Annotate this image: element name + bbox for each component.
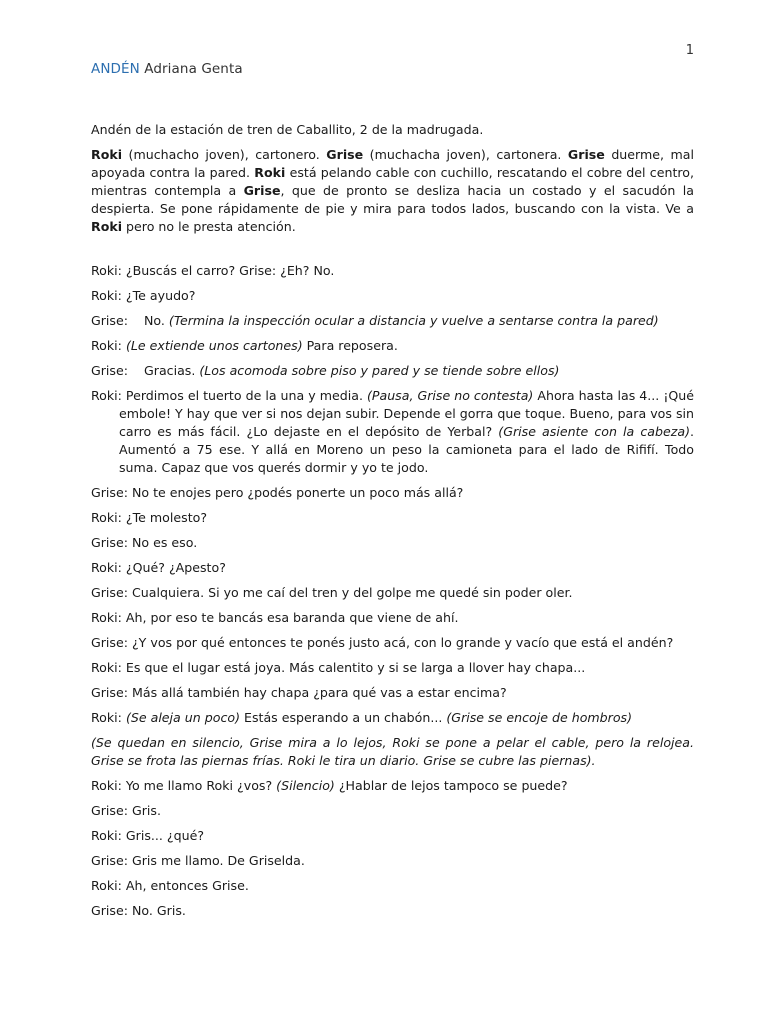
intro-text: pero no le presta atención. [122, 219, 296, 234]
intro-text: (muchacha joven), cartonera. [363, 147, 568, 162]
stage-direction: (Grise asiente con la cabeza) [498, 424, 690, 439]
stage-direction: (Pausa, Grise no contesta) [366, 388, 534, 403]
dialogue-line: Roki: ¿Te ayudo? [91, 288, 196, 303]
speaker: Grise: [91, 313, 128, 328]
character-name: Grise [326, 147, 364, 162]
dialogue-line: Roki: Ah, entonces Grise. [91, 878, 249, 893]
dialogue-line: Grise: No es eso. [91, 535, 198, 550]
stage-direction-paragraph: (Se quedan en silencio, Grise mira a lo lejos, Roki se pone a pelar el cable, pero la relojea. Grise se frota las piernas frías. Roki le tira un diario. Grise se cubre las piernas). [91, 735, 694, 768]
character-name: Roki [91, 147, 123, 162]
character-name: Grise [567, 147, 605, 162]
speaker: Roki: [91, 338, 126, 353]
dialogue-text: ¿Hablar de lejos tampoco se puede? [334, 778, 568, 793]
dialogue-text: Ahora hasta las 4... ¡Qué embole! Y hay que ver si nos dejan subir. Depende el gorra que toque. Bueno, para vos sin carro es más fácil. ¿Lo dejaste en el depósito de Yerbal? [119, 388, 695, 439]
intro-text: duerme, mal apoyada contra la pared. [91, 147, 694, 180]
setting-line: Andén de la estación de tren de Caballito, 2 de la madrugada. [91, 122, 484, 137]
dialogue-text: Para reposera. [302, 338, 398, 353]
stage-direction: (Le extiende unos cartones) [125, 338, 303, 353]
dialogue-line: Grise: No te enojes pero ¿podés ponerte un poco más allá? [91, 485, 464, 500]
dialogue-line: Grise: Más allá también hay chapa ¿para qué vas a estar encima? [91, 685, 507, 700]
stage-direction: (Silencio) [276, 778, 335, 793]
dialogue-line: Grise: ¿Y vos por qué entonces te ponés justo acá, con lo grande y vacío que está el andén? [91, 635, 674, 650]
play-title: ANDÉN [91, 61, 140, 77]
dialogue-line: Roki: ¿Buscás el carro? Grise: ¿Eh? No. [91, 263, 335, 278]
dialogue-line: Grise: Gris me llamo. De Griselda. [91, 853, 305, 868]
running-header [91, 61, 243, 77]
intro-text: (muchacho joven), cartonero. [122, 147, 327, 162]
dialogue-text: Gracias. [140, 363, 200, 378]
dialogue-line: Grise: Cualquiera. Si yo me caí del tren y del golpe me quedé sin poder oler. [91, 585, 573, 600]
dialogue-text: Roki: Perdimos el tuerto de la una y media. [91, 388, 367, 403]
character-name: Roki [254, 165, 286, 180]
intro-text: , que de pronto se desliza hacia un costado y el sacudón la despierta. Se pone rápidamente de pie y mira para todos lados, buscando con la vista. Ve a [91, 183, 694, 216]
dialogue-line: Roki: ¿Te molesto? [91, 510, 208, 525]
dialogue-text: Roki: Yo me llamo Roki ¿vos? [91, 778, 277, 793]
dialogue-line [91, 337, 694, 355]
dialogue-text: Estás esperando a un chabón... [240, 710, 447, 725]
dialogue-line: Roki: ¿Qué? ¿Apesto? [91, 560, 226, 575]
dialogue-line [91, 362, 694, 380]
dialogue-line: Grise: Gris. [91, 803, 161, 818]
dialogue-line: Grise: No. Gris. [91, 903, 186, 918]
dialogue-line: Roki: Gris... ¿qué? [91, 828, 205, 843]
dialogue-line [91, 777, 694, 795]
intro-paragraph [91, 146, 694, 236]
dialogue-line [91, 312, 694, 330]
dialogue-text: No. [140, 313, 169, 328]
stage-direction: (Los acomoda sobre piso y pared y se tiende sobre ellos) [199, 363, 560, 378]
speaker: Roki: [91, 710, 126, 725]
character-name: Grise [243, 183, 281, 198]
stage-direction: (Termina la inspección ocular a distancia y vuelve a sentarse contra la pared) [168, 313, 659, 328]
stage-direction: (Se aleja un poco) [125, 710, 240, 725]
stage-direction: (Grise se encoje de hombros) [446, 710, 633, 725]
character-name: Roki [91, 219, 123, 234]
page-number: 1 [685, 43, 694, 58]
author-name: Adriana Genta [144, 61, 243, 77]
dialogue-line [91, 709, 694, 727]
dialogue-line: Roki: Es que el lugar está joya. Más calentito y si se larga a llover hay chapa... [91, 660, 586, 675]
dialogue-line: Roki: Ah, por eso te bancás esa baranda que viene de ahí. [91, 610, 459, 625]
speaker: Grise: [91, 363, 128, 378]
intro-text: está pelando cable con cuchillo, rescatando el cobre del centro, mientras contempla a [91, 165, 694, 198]
dialogue-text: . Aumentó a 75 ese. Y allá en Moreno un peso la camioneta para el lado de Rififí. Todo suma. Capaz que vos querés dormir y yo te jodo. [119, 424, 694, 475]
dialogue-line [91, 387, 694, 477]
script-body [91, 121, 694, 927]
